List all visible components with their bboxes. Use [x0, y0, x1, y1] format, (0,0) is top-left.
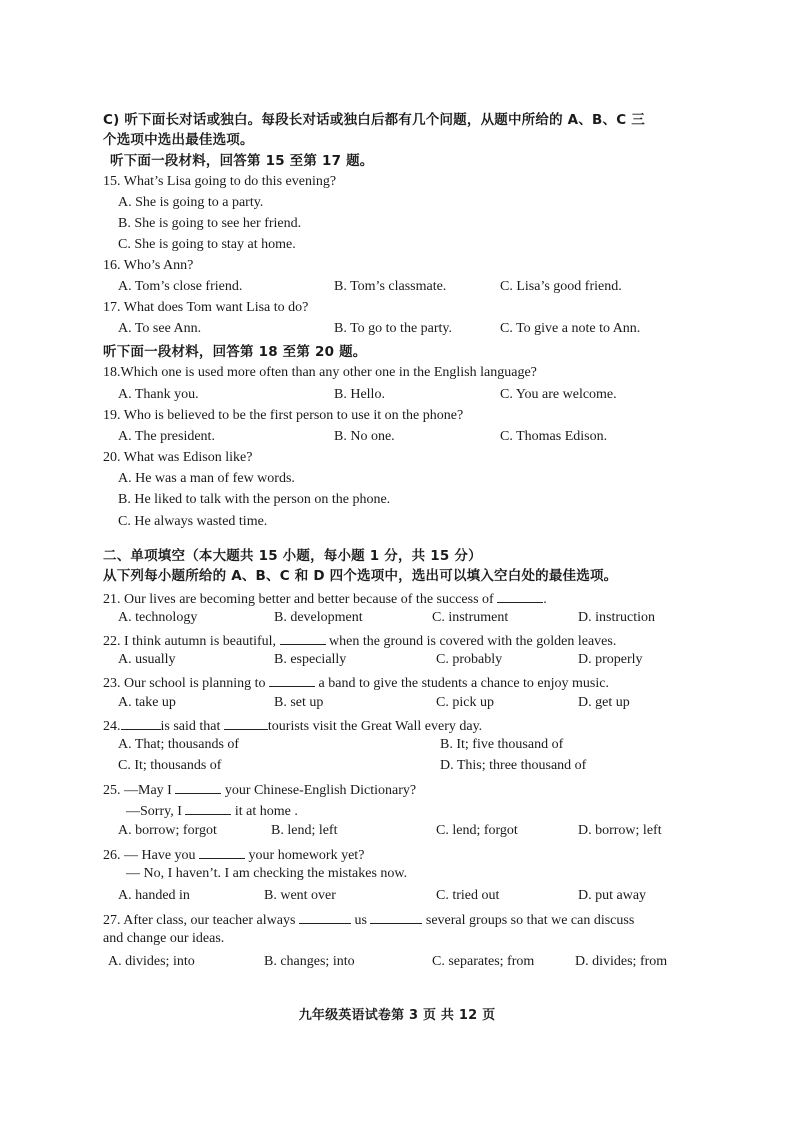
question-15-option-a: A. She is going to a party. — [118, 195, 264, 210]
question-26-stem: 26. — Have you your homework yet? — [103, 844, 364, 865]
question-24-option-d: D. This; three thousand of — [440, 758, 587, 773]
question-23-stem: 23. Our school is planning to a band to give the students a chance to enjoy music. — [103, 672, 609, 693]
question-18-option-b: B. Hello. — [334, 387, 385, 402]
question-27-option-b: B. changes; into — [264, 954, 355, 969]
question-16-option-c: C. Lisa’s good friend. — [500, 279, 622, 294]
question-25-option-c: C. lend; forgot — [436, 823, 518, 838]
question-22-option-c: C. probably — [436, 652, 503, 667]
answer-blank — [121, 715, 161, 730]
question-15-option-b: B. She is going to see her friend. — [118, 216, 302, 231]
section-two-instruction: 从下列每小题所给的 A、B、C 和 D 四个选项中，选出可以填入空白处的最佳选项。 — [103, 568, 618, 584]
question-18-option-c: C. You are welcome. — [500, 387, 617, 402]
question-18-option-a: A. Thank you. — [118, 387, 199, 402]
question-16-option-a: A. Tom’s close friend. — [118, 279, 243, 294]
question-26-option-c: C. tried out — [436, 888, 500, 903]
question-26-option-b: B. went over — [264, 888, 336, 903]
answer-blank — [280, 630, 326, 645]
question-25-option-b: B. lend; left — [271, 823, 338, 838]
question-22-option-d: D. properly — [578, 652, 643, 667]
question-26-option-d: D. put away — [578, 888, 647, 903]
question-24-stem: 24. is said that tourists visit the Great Wall every day. — [103, 715, 482, 736]
question-17-option-a: A. To see Ann. — [118, 321, 202, 336]
question-19-option-a: A. The president. — [118, 429, 215, 444]
question-21-option-d: D. instruction — [578, 610, 655, 625]
question-27-option-c: C. separates; from — [432, 954, 535, 969]
question-25-option-a: A. borrow; forgot — [118, 823, 217, 838]
answer-blank — [497, 588, 543, 603]
question-23-option-a: A. take up — [118, 695, 176, 710]
question-26-option-a: A. handed in — [118, 888, 190, 903]
question-17-stem: 17. What does Tom want Lisa to do? — [103, 300, 309, 315]
answer-blank — [224, 715, 268, 730]
question-24-option-c: C. It; thousands of — [118, 758, 222, 773]
question-21-option-c: C. instrument — [432, 610, 509, 625]
answer-blank — [175, 779, 221, 794]
question-20-stem: 20. What was Edison like? — [103, 450, 253, 465]
question-22-stem: 22. I think autumn is beautiful, when the ground is covered with the golden leaves. — [103, 630, 616, 651]
answer-blank — [199, 844, 245, 859]
page-footer: 九年级英语试卷第 3 页 共 12 页 — [298, 1008, 496, 1023]
question-23-option-d: D. get up — [578, 695, 630, 710]
question-16-stem: 16. Who’s Ann? — [103, 258, 194, 273]
question-23-option-c: C. pick up — [436, 695, 494, 710]
question-22-option-a: A. usually — [118, 652, 176, 667]
question-25-stem-line2: —Sorry, I it at home . — [126, 800, 298, 821]
question-24-option-b: B. It; five thousand of — [440, 737, 564, 752]
question-17-option-c: C. To give a note to Ann. — [500, 321, 641, 336]
question-23-option-b: B. set up — [274, 695, 324, 710]
question-20-option-b: B. He liked to talk with the person on the phone. — [118, 492, 391, 507]
answer-blank — [299, 909, 351, 924]
answer-blank — [185, 800, 231, 815]
question-15-stem: 15. What’s Lisa going to do this evening? — [103, 174, 337, 189]
question-20-option-c: C. He always wasted time. — [118, 514, 268, 529]
question-27-stem-line2: and change our ideas. — [103, 931, 225, 946]
question-27-option-a: A. divides; into — [108, 954, 195, 969]
question-24-option-a: A. That; thousands of — [118, 737, 240, 752]
answer-blank — [269, 672, 315, 687]
question-26-stem-line2: — No, I haven’t. I am checking the mistakes now. — [126, 866, 408, 881]
question-16-option-b: B. Tom’s classmate. — [334, 279, 447, 294]
question-21-option-a: A. technology — [118, 610, 198, 625]
passage2-prompt: 听下面一段材料，回答第 18 至第 20 题。 — [103, 344, 367, 360]
section-two-heading: 二、单项填空（本大题共 15 小题，每小题 1 分，共 15 分） — [103, 548, 482, 564]
section-c-instruction-line1: C) 听下面长对话或独白。每段长对话或独白后都有几个问题，从题中所给的 A、B、C 三 — [103, 112, 645, 128]
question-25-stem: 25. —May I your Chinese-English Dictionary? — [103, 779, 416, 800]
question-27-stem: 27. After class, our teacher always us several groups so that we can discuss — [103, 909, 634, 930]
question-19-option-c: C. Thomas Edison. — [500, 429, 608, 444]
question-21-option-b: B. development — [274, 610, 363, 625]
question-19-option-b: B. No one. — [334, 429, 395, 444]
question-27-option-d: D. divides; from — [575, 954, 668, 969]
passage1-prompt: 听下面一段材料，回答第 15 至第 17 题。 — [110, 153, 374, 169]
question-21-stem: 21. Our lives are becoming better and better because of the success of . — [103, 588, 547, 609]
question-20-option-a: A. He was a man of few words. — [118, 471, 295, 486]
question-15-option-c: C. She is going to stay at home. — [118, 237, 296, 252]
section-c-instruction-line2: 个选项中选出最佳选项。 — [103, 132, 254, 148]
question-19-stem: 19. Who is believed to be the first person to use it on the phone? — [103, 408, 464, 423]
question-18-stem: 18.Which one is used more often than any other one in the English language? — [103, 365, 537, 380]
question-17-option-b: B. To go to the party. — [334, 321, 453, 336]
answer-blank — [370, 909, 422, 924]
question-25-option-d: D. borrow; left — [578, 823, 662, 838]
question-22-option-b: B. especially — [274, 652, 347, 667]
